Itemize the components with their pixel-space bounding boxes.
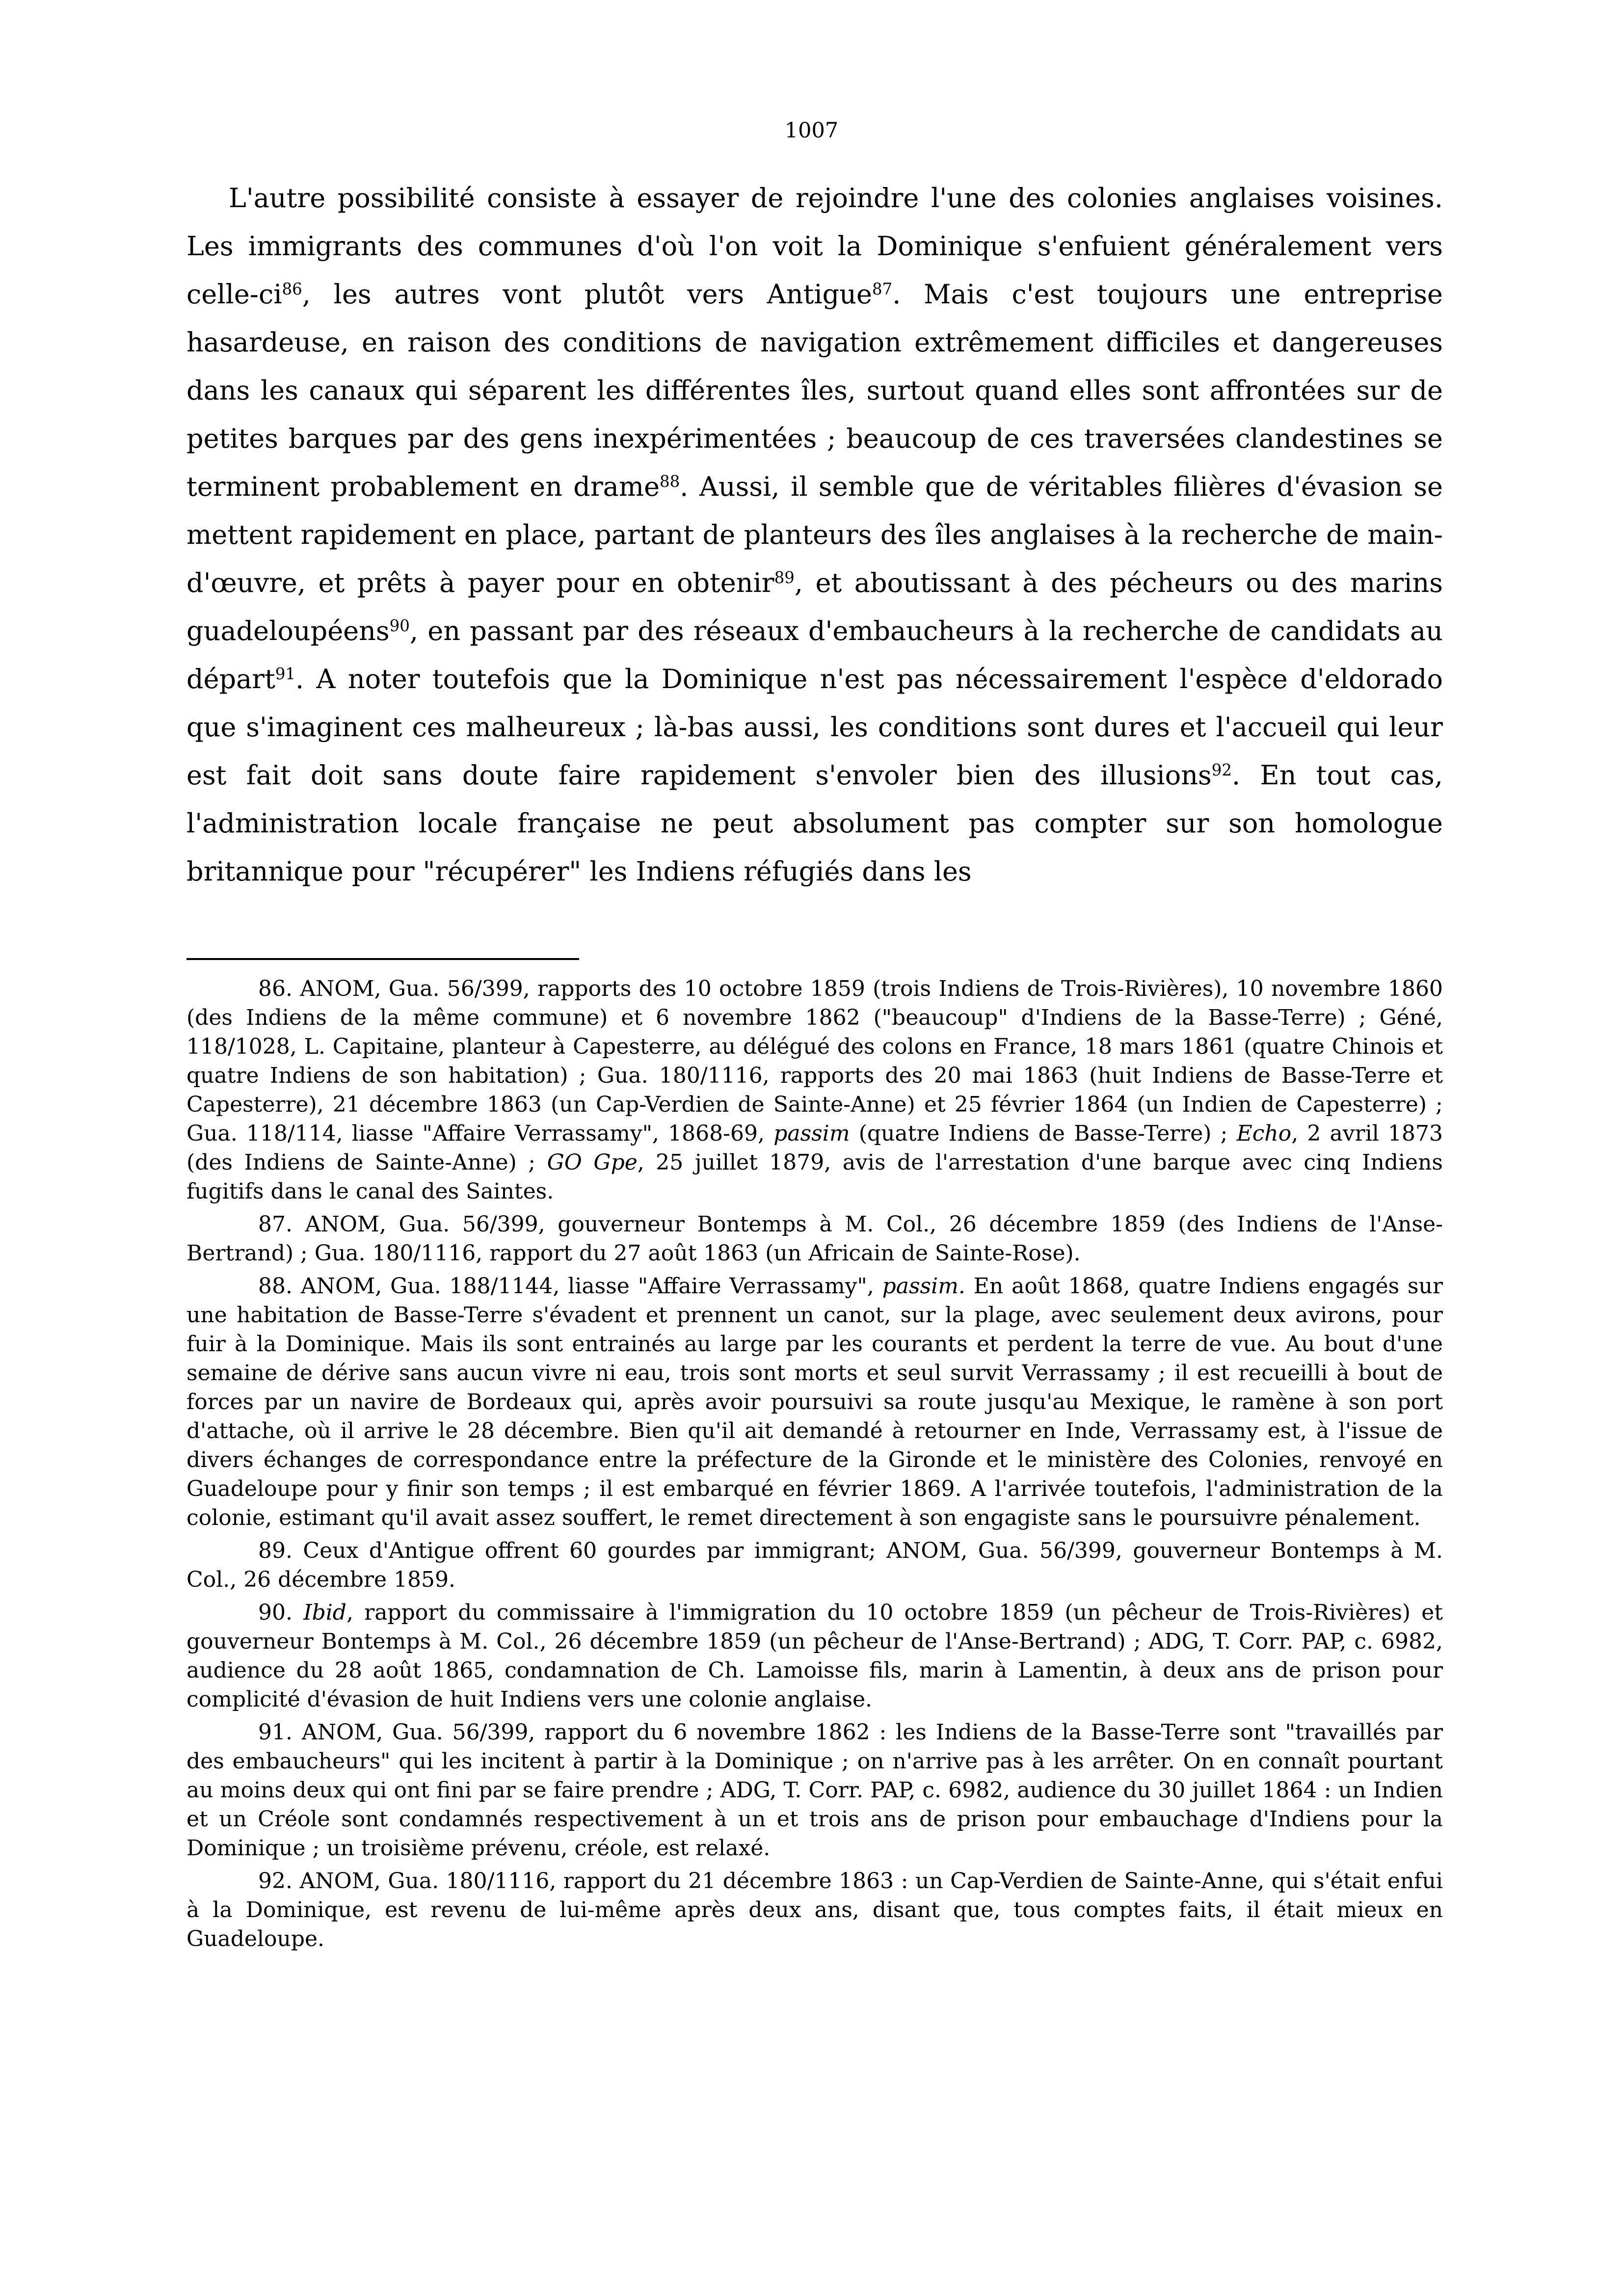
footnote-90	[186, 1598, 1443, 1714]
body-text-segment: , en passant par des réseaux d'embaucheurs à la recherche de candidats au départ	[186, 615, 1443, 694]
body-text-segment: , les autres vont plutôt vers Antigue	[302, 279, 872, 310]
body-text-segment: . En tout cas, l'administration locale française ne peut absolument pas compter sur son homologue britannique pour "récupérer" les Indiens réfugiés dans les	[186, 760, 1443, 887]
footnote-ref-90: 90	[389, 616, 410, 636]
footnote-89: 89. Ceux d'Antigue offrent 60 gourdes par immigrant; ANOM, Gua. 56/399, gouverneur Bontemps à M. Col., 26 décembre 1859.	[186, 1538, 1443, 1592]
footnote-text: En août 1868, quatre Indiens engagés sur une habitation de Basse-Terre s'évadent et prennent un canot, sur la plage, avec seulement deux avirons, pour fuir à la Dominique. Mais ils sont entrainés au large par les courants et perdent la terre de vue. Au bout d'une semaine de dérive sans aucun vivre ni eau, trois sont morts et seul survit Verrassamy ; il est recueilli à bout de forces par un navire de Bordeaux qui, après avoir poursuivi sa route jusqu'au Mexique, le ramène à son port d'attache, où il arrive le 28 décembre. Bien qu'il ait demandé à retourner en Inde, Verrassamy est, à l'issue de divers échanges de correspondance entre la préfecture de la Gironde et le ministère des Colonies, renvoyé en Guadeloupe pour y finir son temps ; il est embarqué en février 1869. A l'arrivée toutefois, l'administration de la colonie, estimant qu'il avait assez souffert, le remet directement à son engagiste sans le poursuivre pénalement.	[186, 1274, 1443, 1530]
footnote-text: , 2 avril 1873 (des Indiens de Sainte-Anne) ;	[186, 1121, 1443, 1175]
footnote-text: 88. ANOM, Gua. 188/1144, liasse "Affaire Verrassamy",	[258, 1274, 882, 1299]
footnote-text: , 25 juillet 1879, avis de l'arrestation d'une barque avec cinq Indiens fugitifs dans le canal des Saintes.	[186, 1150, 1443, 1204]
body-text-segment: L'autre possibilité consiste à essayer de rejoindre l'une des colonies anglaises voisines. Les immigrants des communes d'où l'on voit la Dominique s'enfuient généralement vers celle-ci	[186, 183, 1443, 310]
footnote-91: 91. ANOM, Gua. 56/399, rapport du 6 novembre 1862 : les Indiens de la Basse-Terre sont "travaillés par des embaucheurs" qui les incitent à partir à la Dominique ; on n'arrive pas à les arrêter. On en connaît pourtant au moins deux qui ont fini par se faire prendre ; ADG, T. Corr. PAP, c. 6982, audience du 30 juillet 1864 : un Indien et un Créole sont condamnés respectivement à un et trois ans de prison pour embauchage d'Indiens pour la Dominique ; un troisième prévenu, créole, est relaxé.	[186, 1720, 1443, 1861]
footnote-86	[186, 974, 1443, 1206]
footnote-ref-91: 91	[275, 665, 296, 684]
footnote-ref-87: 87	[872, 280, 893, 299]
body-text-segment: . Aussi, il semble que de véritables filières d'évasion se mettent rapidement en place, partant de planteurs des îles anglaises à la recherche de main-d'œuvre, et prêts à payer pour en obtenir	[186, 471, 1443, 598]
footnote-92: 92. ANOM, Gua. 180/1116, rapport du 21 décembre 1863 : un Cap-Verdien de Sainte-Anne, qui s'était enfui à la Dominique, est revenu de lui-même après deux ans, disant que, tous comptes faits, il était mieux en Guadeloupe.	[186, 1869, 1443, 1951]
footnote-text: , rapport du commissaire à l'immigration du 10 octobre 1859 (un pêcheur de Trois-Rivières) et gouverneur Bontemps à M. Col., 26 décembre 1859 (un pêcheur de l'Anse-Bertrand) ; ADG, T. Corr. PAP, c. 6982, audience du 28 août 1865, condamnation de Ch. Lamoisse fils, marin à Lamentin, à deux ans de prison pour complicité d'évasion de huit Indiens vers une colonie anglaise.	[186, 1600, 1443, 1712]
body-text-segment: . Mais c'est toujours une entreprise hasardeuse, en raison des conditions de navigation extrêmement difficiles et dangereuses dans les canaux qui séparent les différentes îles, surtout quand elles sont affrontées sur de petites barques par des gens inexpérimentées ; beaucoup de ces traversées clandestines se terminent probablement en drame	[186, 279, 1443, 502]
body-paragraph	[186, 174, 1443, 896]
footnote-italic: Ibid	[303, 1600, 346, 1625]
footnote-87: 87. ANOM, Gua. 56/399, gouverneur Bontemps à M. Col., 26 décembre 1859 (des Indiens de l'Anse-Bertrand) ; Gua. 180/1116, rapport du 27 août 1863 (un Africain de Sainte-Rose).	[186, 1212, 1443, 1266]
footnote-separator	[186, 958, 579, 960]
footnote-text: 90.	[258, 1600, 304, 1625]
footnote-italic: GO Gpe	[547, 1150, 638, 1175]
footnote-ref-88: 88	[660, 472, 680, 491]
footnote-88	[186, 1272, 1443, 1532]
page-number: 1007	[784, 118, 839, 143]
footnote-italic: passim.	[882, 1274, 965, 1299]
footnote-italic: passim	[773, 1121, 850, 1146]
footnote-text: (quatre Indiens de Basse-Terre) ;	[850, 1121, 1237, 1146]
footnotes	[186, 974, 1443, 1957]
footnote-ref-86: 86	[282, 280, 302, 299]
footnote-ref-92: 92	[1211, 761, 1232, 780]
body-text-segment: , et aboutissant à des pécheurs ou des marins guadeloupéens	[186, 567, 1443, 646]
footnote-text: 86. ANOM, Gua. 56/399, rapports des 10 octobre 1859 (trois Indiens de Trois-Rivières), 10 novembre 1860 (des Indiens de la même commune) et 6 novembre 1862 ("beaucoup" d'Indiens de la Basse-Terre) ; Géné, 118/1028, L. Capitaine, planteur à Capesterre, au délégué des colons en France, 18 mars 1861 (quatre Chinois et quatre Indiens de son habitation) ; Gua. 180/1116, rapports des 20 mai 1863 (huit Indiens de Basse-Terre et Capesterre), 21 décembre 1863 (un Cap-Verdien de Sainte-Anne) et 25 février 1864 (un Indien de Capesterre) ; Gua. 118/114, liasse "Affaire Verrassamy", 1868-69,	[186, 976, 1443, 1146]
body-text-segment: . A noter toutefois que la Dominique n'est pas nécessairement l'espèce d'eldorado que s'imaginent ces malheureux ; là-bas aussi, les conditions sont dures et l'accueil qui leur est fait doit sans doute faire rapidement s'envoler bien des illusions	[186, 664, 1443, 791]
footnote-ref-89: 89	[774, 568, 795, 587]
footnote-italic: Echo	[1236, 1121, 1292, 1146]
